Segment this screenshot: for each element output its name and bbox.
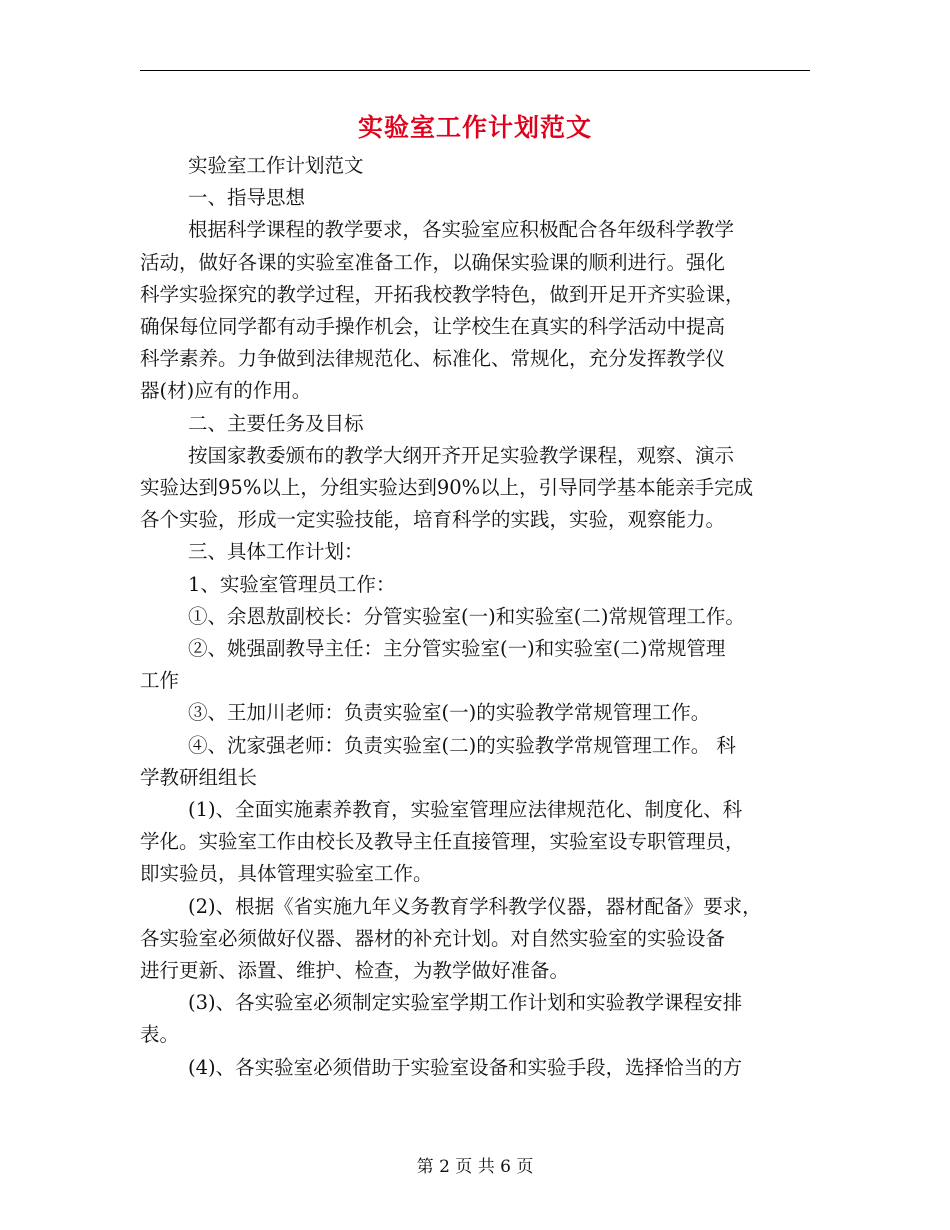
body-line: 各实验室必须做好仪器、器材的补充计划。对自然实验室的实验设备 (140, 926, 726, 950)
body-line: 确保每位同学都有动手操作机会，让学校生在真实的科学活动中提高 (140, 315, 726, 339)
section-heading: 二、主要任务及目标 (188, 411, 364, 435)
body-line: ①、余恩敖副校长：分管实验室(一)和实验室(二)常规管理工作。 (188, 604, 745, 628)
body-line: ②、姚强副教导主任：主分管实验室(一)和实验室(二)常规管理 (188, 637, 726, 661)
document-title: 实验室工作计划范文 (357, 113, 592, 142)
body-line: 根据科学课程的教学要求，各实验室应积极配合各年级科学教学 (188, 218, 735, 242)
body-line: ③、王加川老师：负责实验室(一)的实验教学常规管理工作。 (188, 701, 711, 725)
body-line: 进行更新、添置、维护、检查，为教学做好准备。 (140, 959, 570, 983)
header-rule (140, 70, 810, 71)
body-line: ④、沈家强老师：负责实验室(二)的实验教学常规管理工作。 科 (188, 733, 736, 757)
body-line: 各个实验，形成一定实验技能，培育科学的实践，实验，观察能力。 (140, 508, 726, 532)
document-body (140, 150, 812, 1084)
body-line: 科学实验探究的教学过程，开拓我校教学特色，做到开足开齐实验课， (140, 282, 745, 306)
body-line: 实验室工作计划范文 (188, 154, 364, 177)
body-line: 1、实验室管理员工作： (188, 572, 396, 596)
body-line: 表。 (140, 1023, 180, 1047)
body-line: 工作 (140, 669, 180, 693)
body-line: 活动，做好各课的实验室准备工作，以确保实验课的顺利进行。强化 (140, 250, 726, 274)
body-line: (2)、根据《省实施九年义务教育学科教学仪器，器材配备》要求， (188, 894, 762, 918)
body-line: 科学素养。力争做到法律规范化、标准化、常规化，充分发挥教学仪 (140, 347, 726, 371)
page-number: 第 2 页 共 6 页 (416, 1157, 534, 1177)
body-line: 即实验员，具体管理实验室工作。 (140, 862, 433, 886)
body-line: (1)、全面实施素养教育，实验室管理应法律规范化、制度化、科 (188, 798, 743, 822)
section-heading: 三、具体工作计划： (188, 540, 364, 564)
body-line: (4)、各实验室必须借助于实验室设备和实验手段，选择恰当的方 (188, 1055, 743, 1079)
section-heading: 一、指导思想 (188, 186, 306, 210)
body-line: (3)、各实验室必须制定实验室学期工作计划和实验教学课程安排 (188, 991, 743, 1015)
body-line: 按国家教委颁布的教学大纲开齐开足实验教学课程，观察、演示 (188, 443, 735, 467)
body-line: 器(材)应有的作用。 (140, 379, 312, 403)
body-line: 学教研组组长 (140, 765, 258, 789)
body-line: 学化。实验室工作由校长及教导主任直接管理，实验室设专职管理员， (140, 830, 745, 854)
body-line: 实验达到95%以上，分组实验达到90%以上，引导同学基本能亲手完成 (140, 476, 754, 500)
